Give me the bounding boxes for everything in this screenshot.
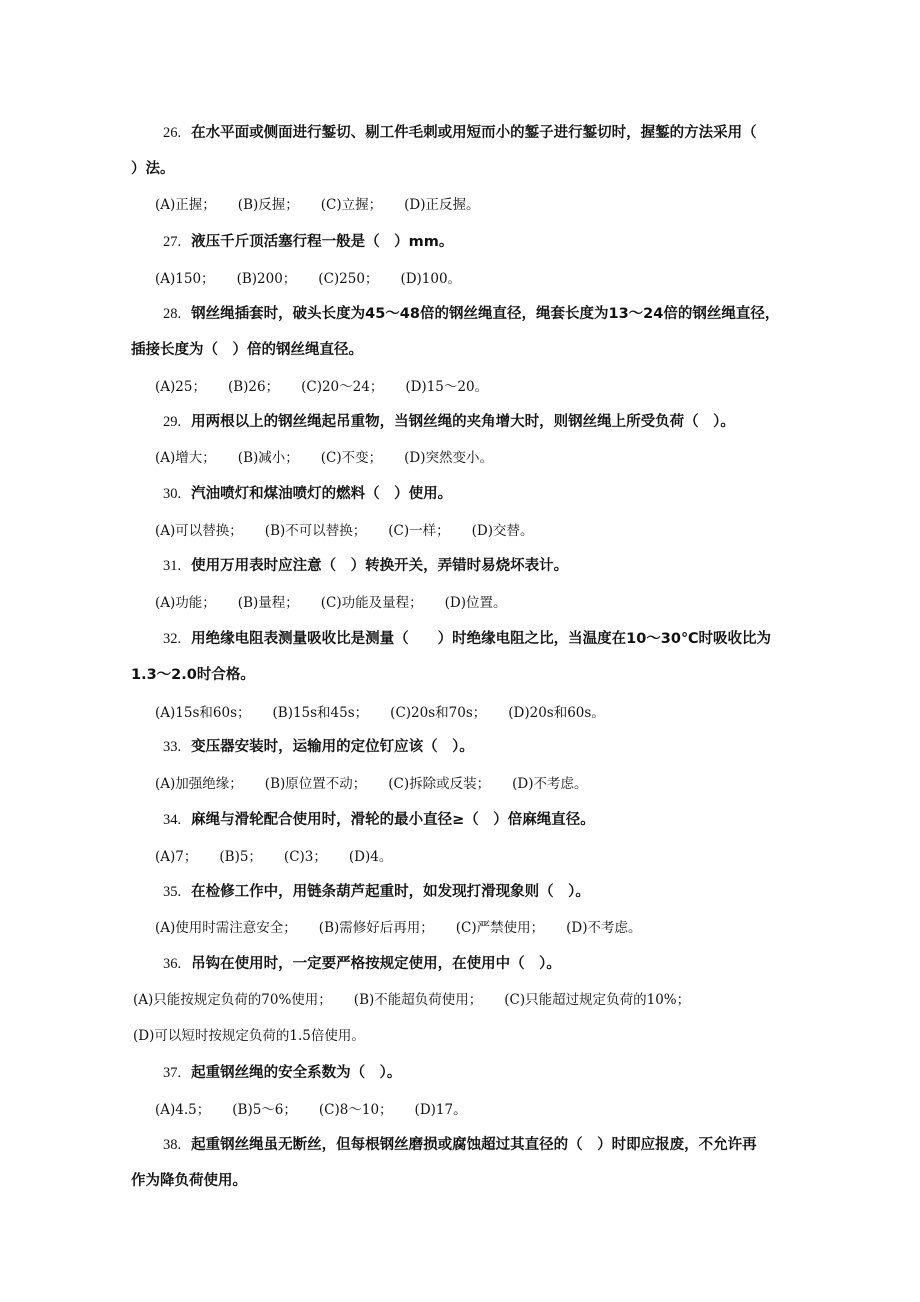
question-number: 29. bbox=[163, 414, 182, 430]
options-36-continuation: (D)可以短时按规定负荷的1.5倍使用。 bbox=[133, 1028, 365, 1044]
question-text: 使用万用表时应注意（ ）转换开关，弄错时易烧坏表计。 bbox=[191, 558, 569, 574]
question-text: 起重钢丝绳虽无断丝，但每根钢丝磨损或腐蚀超过其直径的（ ）时即应报废，不允许再 bbox=[191, 1137, 757, 1153]
option-c: (C)功能及量程； bbox=[320, 595, 423, 611]
options-27 bbox=[155, 267, 461, 287]
question-number: 37. bbox=[163, 1065, 182, 1081]
option-d: (D)突然变小。 bbox=[404, 450, 493, 466]
options-26 bbox=[155, 193, 480, 213]
question-text: 用两根以上的钢丝绳起吊重物，当钢丝绳的夹角增大时，则钢丝绳上所受负荷（ ）。 bbox=[191, 414, 735, 430]
option-a: (A)使用时需注意安全； bbox=[155, 920, 297, 936]
question-number: 31. bbox=[163, 558, 182, 574]
option-b: (B)量程； bbox=[237, 595, 299, 611]
option-b: (B)减小； bbox=[237, 450, 299, 466]
question-number: 28. bbox=[163, 306, 182, 322]
question-text: 麻绳与滑轮配合使用时，滑轮的最小直径≥（ ）倍麻绳直径。 bbox=[191, 812, 595, 828]
question-26-continuation: ）法。 bbox=[131, 161, 175, 177]
question-number: 32. bbox=[163, 631, 182, 647]
options-30 bbox=[155, 519, 534, 539]
option-c: (C)不变； bbox=[320, 450, 383, 466]
option-c: (C)立握； bbox=[320, 197, 383, 213]
question-31 bbox=[163, 554, 568, 575]
option-c: (C)3； bbox=[283, 849, 327, 865]
question-number: 34. bbox=[163, 812, 182, 828]
option-c: (C)20～24； bbox=[301, 379, 384, 395]
option-b: (B)26； bbox=[227, 379, 280, 395]
option-a: (A)只能按规定负荷的70%使用； bbox=[133, 992, 332, 1008]
options-32 bbox=[155, 701, 605, 721]
question-26 bbox=[163, 121, 757, 142]
option-d: (D)20s和60s。 bbox=[508, 705, 605, 721]
question-text: 吊钩在使用时，一定要严格按规定使用，在使用中（ ）。 bbox=[191, 956, 561, 972]
question-36 bbox=[163, 952, 561, 973]
question-text: 用绝缘电阻表测量吸收比是测量（ ）时绝缘电阻之比，当温度在10～30℃时吸收比为 bbox=[191, 631, 772, 647]
question-number: 33. bbox=[163, 739, 182, 755]
option-b: (B)反握； bbox=[237, 197, 299, 213]
option-c: (C)只能超过规定负荷的10%； bbox=[504, 992, 691, 1008]
option-a: (A)15s和60s； bbox=[155, 705, 251, 721]
option-d: (D)交替。 bbox=[471, 523, 534, 539]
question-number: 26. bbox=[163, 125, 182, 141]
question-30 bbox=[163, 482, 452, 503]
option-b: (B)5； bbox=[219, 849, 262, 865]
option-a: (A)7； bbox=[155, 849, 198, 865]
question-34 bbox=[163, 808, 595, 829]
option-d: (D)17。 bbox=[414, 1102, 467, 1118]
option-b: (B)不可以替换； bbox=[264, 523, 367, 539]
question-38-continuation: 作为降负荷使用。 bbox=[131, 1173, 247, 1189]
question-number: 36. bbox=[163, 956, 182, 972]
options-35 bbox=[155, 916, 642, 936]
option-a: (A)150； bbox=[155, 271, 215, 287]
options-37 bbox=[155, 1098, 467, 1118]
option-c: (C)20s和70s； bbox=[390, 705, 487, 721]
question-28 bbox=[163, 302, 779, 323]
question-29 bbox=[163, 410, 735, 431]
option-d: (D)100。 bbox=[400, 271, 462, 287]
options-29 bbox=[155, 446, 493, 466]
question-number: 38. bbox=[163, 1137, 182, 1153]
option-d: (D)位置。 bbox=[444, 595, 507, 611]
option-a: (A)25； bbox=[155, 379, 206, 395]
option-b: (B)15s和45s； bbox=[272, 705, 369, 721]
option-b: (B)不能超负荷使用； bbox=[353, 992, 483, 1008]
question-37 bbox=[163, 1061, 401, 1082]
question-text: 在水平面或侧面进行錾切、剔工件毛刺或用短而小的錾子进行錾切时，握錾的方法采用（ bbox=[191, 125, 757, 141]
option-c: (C)一样； bbox=[388, 523, 450, 539]
question-32 bbox=[163, 627, 771, 648]
question-text: 液压千斤顶活塞行程一般是（ ）mm。 bbox=[191, 234, 454, 250]
question-number: 30. bbox=[163, 486, 182, 502]
option-a: (A)功能； bbox=[155, 595, 216, 611]
options-31 bbox=[155, 591, 507, 611]
option-c: (C)250； bbox=[318, 271, 379, 287]
options-28 bbox=[155, 375, 488, 395]
question-27 bbox=[163, 230, 453, 251]
option-a: (A)增大； bbox=[155, 450, 216, 466]
question-text: 变压器安装时，运输用的定位钉应该（ ）。 bbox=[191, 739, 474, 755]
option-b: (B)需修好后再用； bbox=[318, 920, 434, 936]
question-35 bbox=[163, 880, 590, 901]
question-32-continuation: 1.3～2.0时合格。 bbox=[131, 667, 255, 683]
question-text: 起重钢丝绳的安全系数为（ ）。 bbox=[191, 1065, 402, 1081]
options-36 bbox=[133, 988, 690, 1008]
option-c: (C)严禁使用； bbox=[455, 920, 545, 936]
option-a: (A)可以替换； bbox=[155, 523, 243, 539]
option-d: (D)不考虑。 bbox=[512, 776, 588, 792]
question-38 bbox=[163, 1133, 757, 1154]
question-28-continuation: 插接长度为（ ）倍的钢丝绳直径。 bbox=[131, 342, 363, 358]
option-c: (C)8～10； bbox=[318, 1102, 393, 1118]
option-b: (B)原位置不动； bbox=[264, 776, 367, 792]
option-a: (A)加强绝缘； bbox=[155, 776, 243, 792]
question-text: 在检修工作中，用链条葫芦起重时，如发现打滑现象则（ ）。 bbox=[191, 884, 590, 900]
option-c: (C)拆除或反装； bbox=[388, 776, 491, 792]
question-text: 汽油喷灯和煤油喷灯的燃料（ ）使用。 bbox=[191, 486, 453, 502]
question-number: 35. bbox=[163, 884, 182, 900]
question-number: 27. bbox=[163, 234, 182, 250]
option-a: (A)正握； bbox=[155, 197, 216, 213]
option-b: (B)5～6； bbox=[232, 1102, 297, 1118]
option-d: (D)4。 bbox=[348, 849, 393, 865]
options-33 bbox=[155, 772, 588, 792]
option-d: (D)不考虑。 bbox=[566, 920, 642, 936]
option-d: (D)正反握。 bbox=[404, 197, 480, 213]
question-text: 钢丝绳插套时，破头长度为45～48倍的钢丝绳直径，绳套长度为13～24倍的钢丝绳直径， bbox=[191, 306, 780, 322]
question-33 bbox=[163, 735, 474, 756]
option-a: (A)4.5； bbox=[155, 1102, 211, 1118]
option-d: (D)15～20。 bbox=[405, 379, 489, 395]
option-b: (B)200； bbox=[236, 271, 297, 287]
options-34 bbox=[155, 845, 392, 865]
